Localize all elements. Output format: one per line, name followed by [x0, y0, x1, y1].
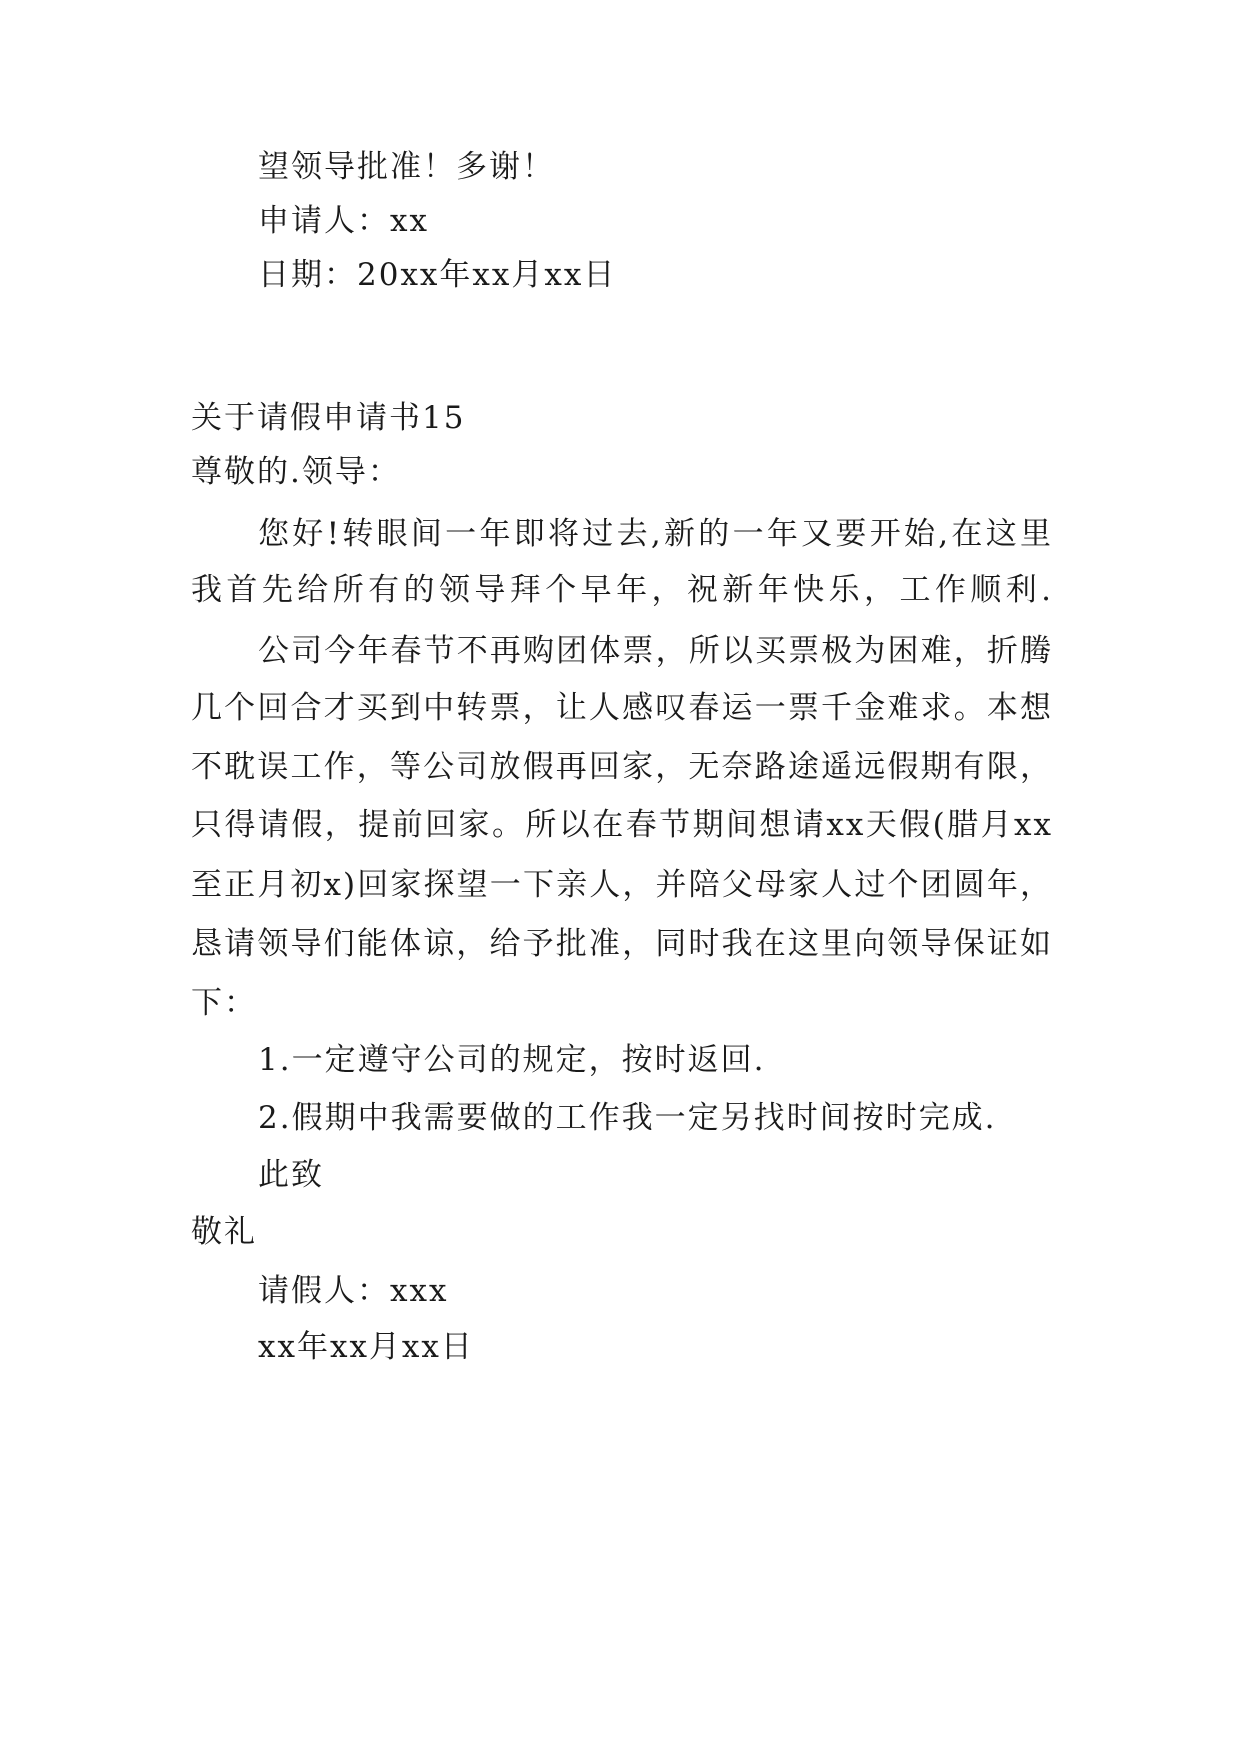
- paragraph2-line7: 下：: [191, 985, 257, 1021]
- paragraph2-line2: 几个回合才买到中转票，让人感叹春运一票千金难求。本想: [191, 690, 1053, 726]
- paragraph2-line3: 不耽误工作，等公司放假再回家，无奈路途遥远假期有限，: [191, 749, 1053, 785]
- letter-title: 关于请假申请书15: [191, 400, 466, 436]
- paragraph2-line5: 至正月初x)回家探望一下亲人，并陪父母家人过个团圆年，: [191, 867, 1053, 903]
- paragraph2-line6: 恳请领导们能体谅，给予批准，同时我在这里向领导保证如: [191, 926, 1053, 962]
- paragraph2-line1: 公司今年春节不再购团体票，所以买票极为困难，折腾: [258, 633, 1053, 669]
- paragraph1-line2: 我首先给所有的领导拜个早年，祝新年快乐，工作顺利.: [191, 572, 1053, 608]
- letter-date: xx年xx月xx日: [258, 1329, 474, 1365]
- closing-cizhi: 此致: [258, 1157, 324, 1193]
- leave-applicant: 请假人：xxx: [258, 1273, 449, 1309]
- paragraph2-line4: 只得请假，提前回家。所以在春节期间想请xx天假(腊月xx: [191, 807, 1053, 843]
- previous-letter-date: 日期：20xx年xx月xx日: [258, 257, 617, 293]
- promise-item-2: 2.假期中我需要做的工作我一定另找时间按时完成.: [258, 1100, 997, 1136]
- letter-salutation: 尊敬的.领导：: [191, 454, 401, 490]
- previous-letter-applicant: 申请人：xx: [258, 203, 429, 239]
- previous-letter-closing: 望领导批准！多谢！: [258, 149, 555, 185]
- closing-jingli: 敬礼: [191, 1214, 257, 1250]
- paragraph1-line1: 您好!转眼间一年即将过去,新的一年又要开始,在这里: [258, 516, 1053, 552]
- promise-item-1: 1.一定遵守公司的规定，按时返回.: [258, 1042, 766, 1078]
